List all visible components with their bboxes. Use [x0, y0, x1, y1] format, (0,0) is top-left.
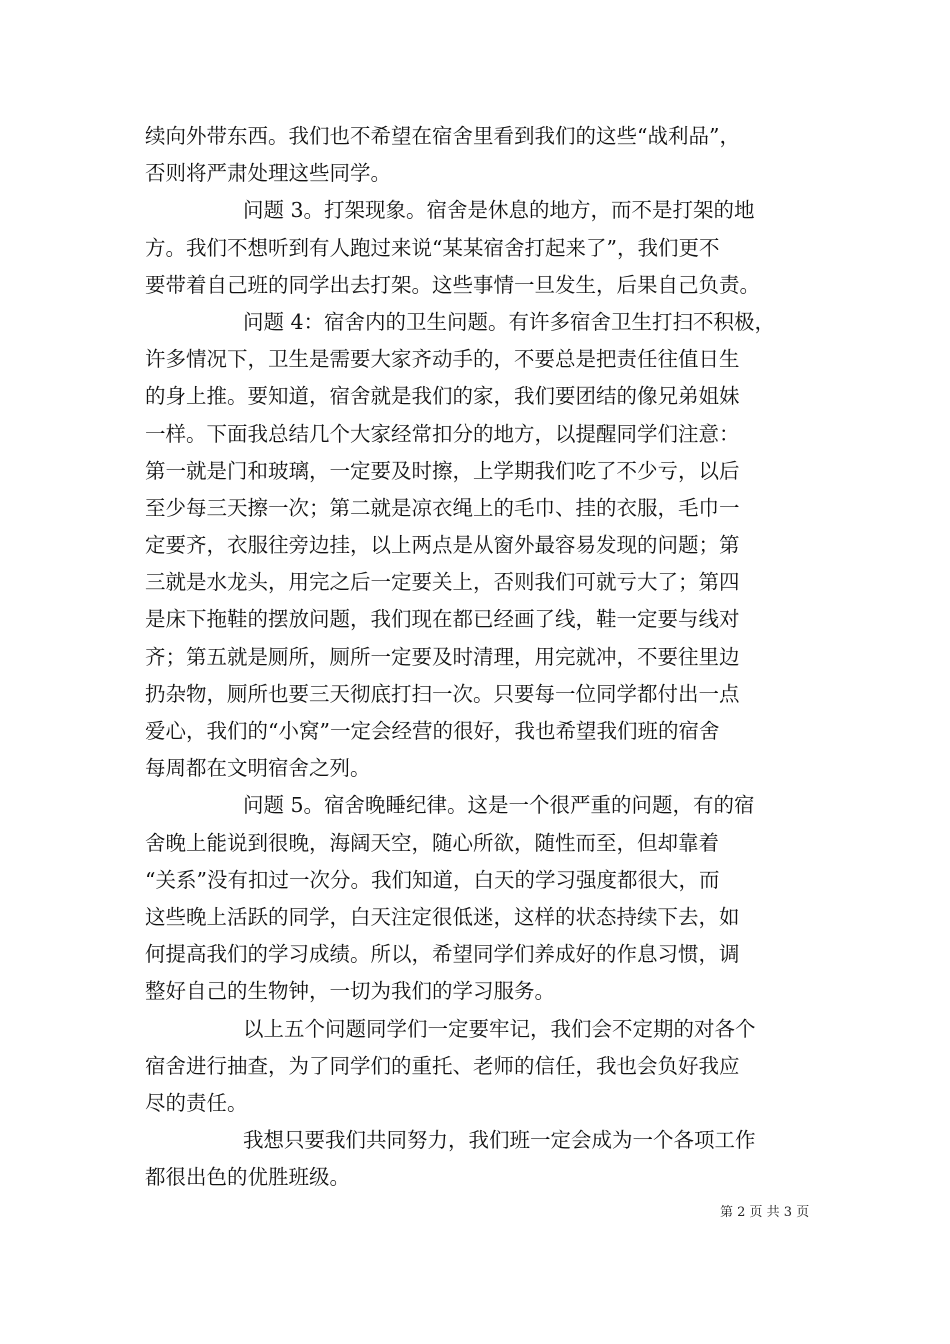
text-line: 齐；第五就是厕所，厕所一定要及时清理，用完就冲，不要往里边	[145, 644, 740, 669]
text-line: 每周都在文明宿舍之列。	[145, 756, 371, 781]
text-line: 尽的责任。	[145, 1090, 248, 1115]
paragraph-start-line: 问题 5。宿舍晚睡纪律。这是一个很严重的问题，有的宿	[243, 793, 755, 818]
text-line: 都很出色的优胜班级。	[145, 1165, 350, 1190]
text-line: 否则将严肃处理这些同学。	[145, 161, 391, 186]
text-line: 续向外带东西。我们也不希望在宿舍里看到我们的这些“战利品”，	[145, 124, 740, 148]
text-line: 方。我们不想听到有人跑过来说“某某宿舍打起来了”，我们更不	[145, 235, 720, 260]
text-line: 第一就是门和玻璃，一定要及时擦，上学期我们吃了不少亏，以后	[145, 458, 740, 483]
text-line: 这些晚上活跃的同学，白天注定很低迷，这样的状态持续下去，如	[145, 904, 740, 929]
text-line: 定要齐，衣服往旁边挂，以上两点是从窗外最容易发现的问题；第	[145, 533, 740, 558]
paragraph-start-line: 以上五个问题同学们一定要牢记，我们会不定期的对各个	[243, 1016, 756, 1041]
text-line: 扔杂物，厕所也要三天彻底打扫一次。只要每一位同学都付出一点	[145, 681, 740, 706]
text-line: “关系”没有扣过一次分。我们知道，白天的学习强度都很大，而	[145, 867, 720, 892]
text-line: 是床下拖鞋的摆放问题，我们现在都已经画了线，鞋一定要与线对	[145, 607, 740, 632]
text-line: 何提高我们的学习成绩。所以，希望同学们养成好的作息习惯，调	[145, 942, 740, 967]
paragraph-start-line: 问题 4：宿舍内的卫生问题。有许多宿舍卫生打扫不积极，	[243, 309, 776, 334]
text-line: 要带着自己班的同学出去打架。这些事情一旦发生，后果自己负责。	[145, 272, 760, 297]
paragraph-start-line: 我想只要我们共同努力，我们班一定会成为一个各项工作	[243, 1128, 756, 1153]
document-body	[145, 118, 817, 1196]
text-line: 整好自己的生物钟，一切为我们的学习服务。	[145, 979, 555, 1004]
text-line: 舍晚上能说到很晚，海阔天空，随心所欲，随性而至，但却靠着	[145, 830, 719, 855]
page-number-footer: 第 2 页 共 3 页	[720, 1205, 810, 1220]
paragraph-start-line: 问题 3。打架现象。宿舍是休息的地方，而不是打架的地	[243, 198, 755, 223]
text-line: 宿舍进行抽查，为了同学们的重托、老师的信任，我也会负好我应	[145, 1053, 740, 1078]
text-line: 三就是水龙头，用完之后一定要关上，否则我们可就亏大了；第四	[145, 570, 740, 595]
text-line: 至少每三天擦一次；第二就是凉衣绳上的毛巾、挂的衣服，毛巾一	[145, 495, 740, 520]
text-line: 一样。下面我总结几个大家经常扣分的地方，以提醒同学们注意：	[145, 421, 740, 446]
text-line: 许多情况下，卫生是需要大家齐动手的，不要总是把责任往值日生	[145, 347, 740, 372]
text-line: 的身上推。要知道，宿舍就是我们的家，我们要团结的像兄弟姐妹	[145, 384, 740, 409]
text-line: 爱心，我们的“小窝”一定会经营的很好，我也希望我们班的宿舍	[145, 719, 720, 743]
